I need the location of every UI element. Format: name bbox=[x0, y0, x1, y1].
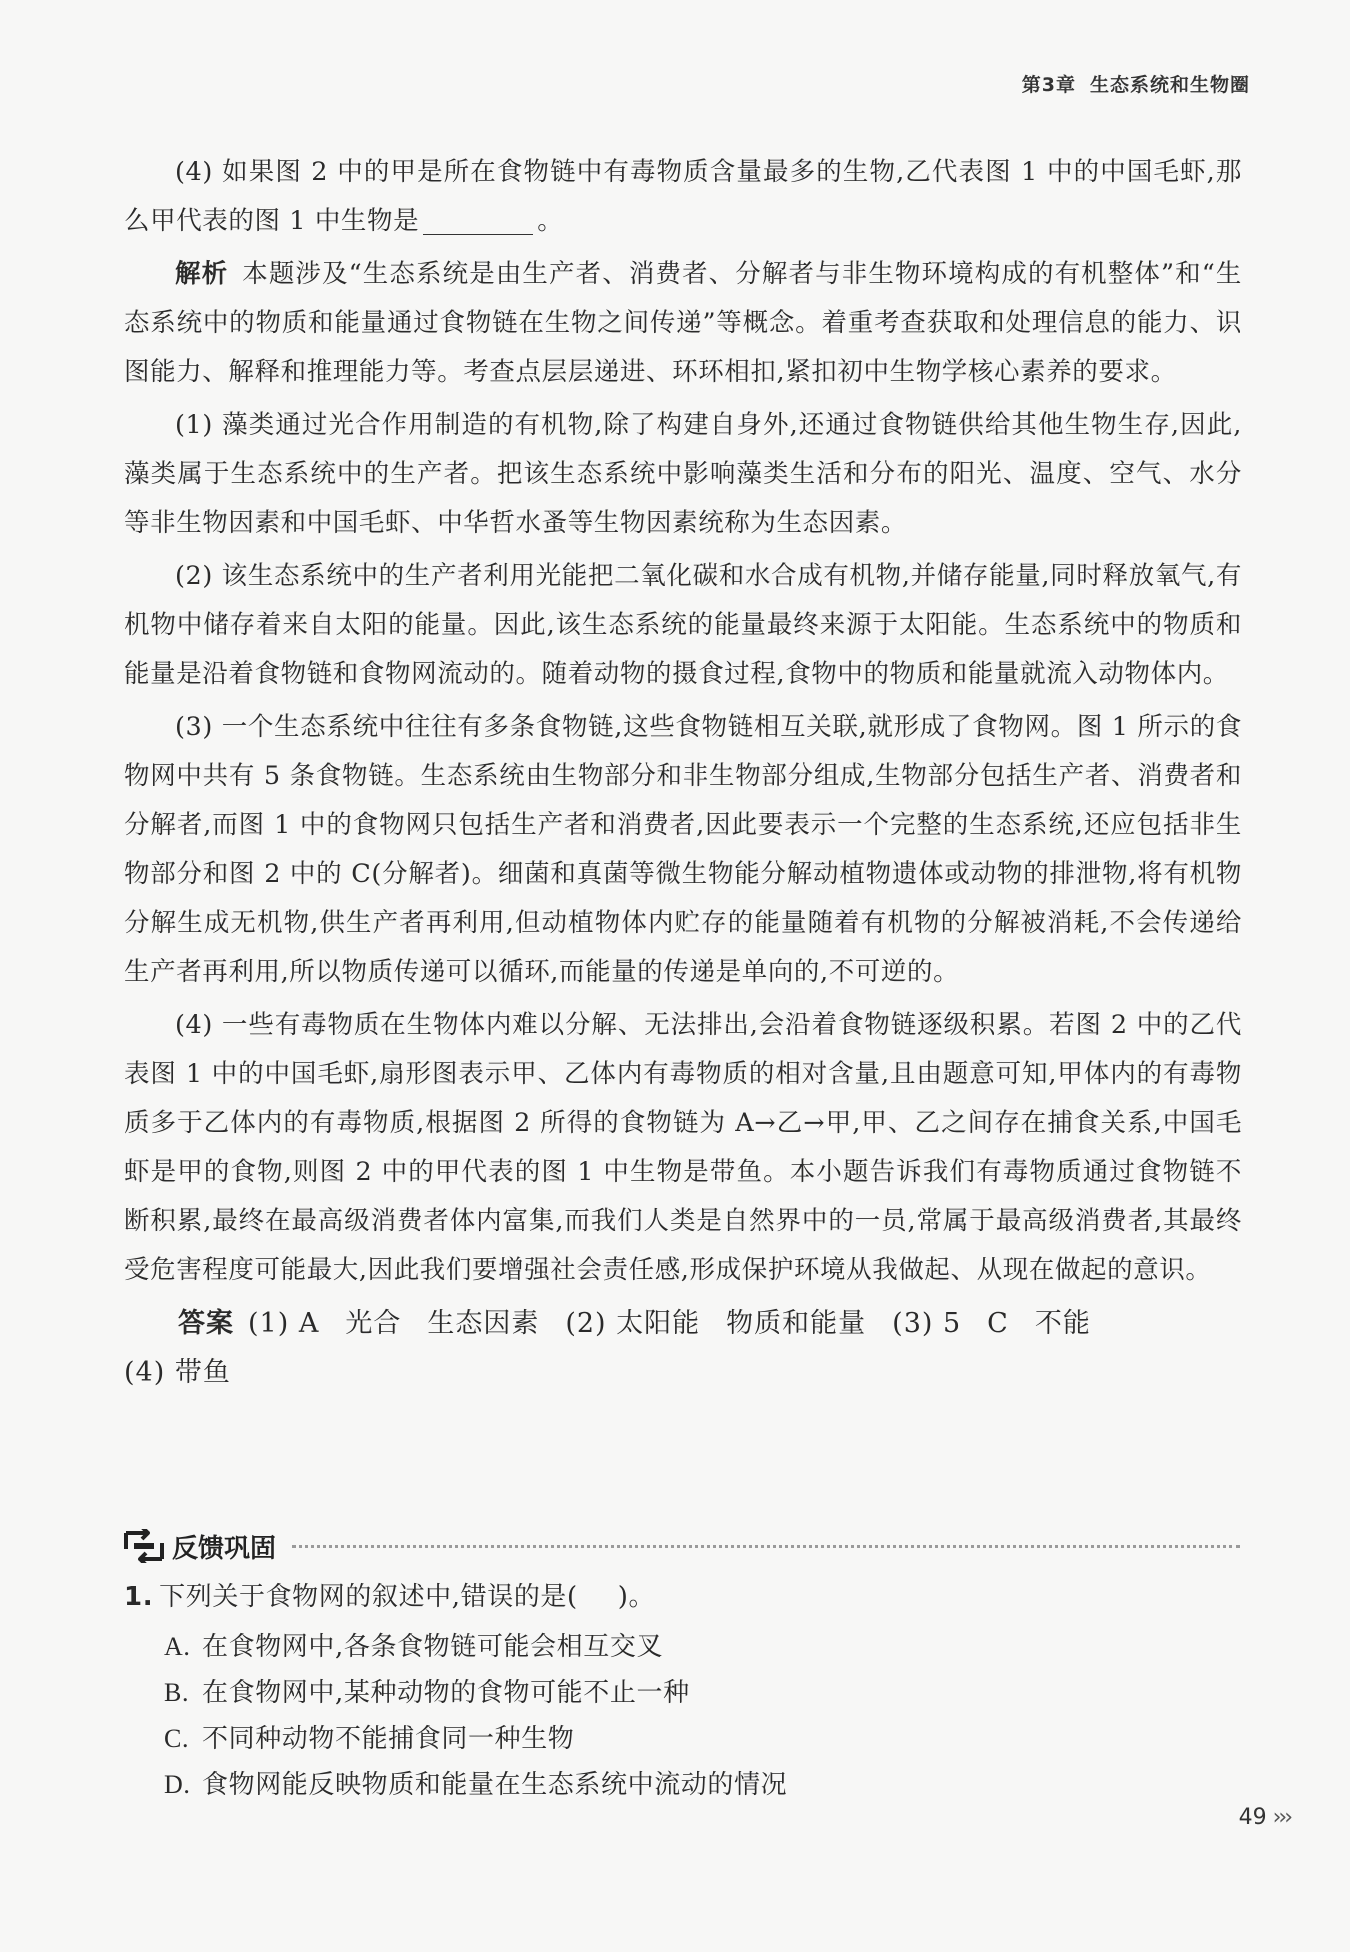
analysis-paragraph-2: (2) 该生态系统中的生产者利用光能把二氧化碳和水合成有机物,并储存能量,同时释放氧气,有机物中储存着来自太阳的能量。因此,该生态系统的能量最终来源于太阳能。生态系统中的物质和能量是沿着食物链和食物网流动的。随着动物的摄食过程,食物中的物质和能量就流入动物体内。 bbox=[124, 561, 1242, 689]
option-letter: A. bbox=[164, 1632, 191, 1661]
option-text: 食物网能反映物质和能量在生态系统中流动的情况 bbox=[202, 1770, 788, 1800]
analysis-intro-text: 本题涉及“生态系统是由生产者、消费者、分解者与非生物环境构成的有机整体”和“生态系统中的物质和能量通过食物链在生物之间传递”等概念。着重考查获取和处理信息的能力、识图能力、解释和推理能力等。考查点层层递进、环环相扣,紧扣初中生物学核心素养的要求。 bbox=[124, 259, 1242, 387]
answer-block bbox=[124, 1299, 1242, 1397]
answer-blank bbox=[423, 206, 533, 235]
answer-item: (1) A bbox=[248, 1308, 320, 1339]
question-4-prompt bbox=[124, 148, 1242, 246]
question-1-text: 下列关于食物网的叙述中,错误的是( bbox=[159, 1582, 578, 1612]
answer-item: 物质和能量 bbox=[726, 1308, 867, 1339]
analysis-label: 解析 bbox=[175, 259, 229, 289]
chapter-header bbox=[1022, 70, 1250, 97]
chapter-title: 生态系统和生物圈 bbox=[1089, 74, 1250, 96]
chapter-number: 第3章 bbox=[1021, 74, 1076, 96]
feedback-icon bbox=[122, 1529, 166, 1563]
option-c[interactable] bbox=[164, 1716, 1224, 1762]
answer-item: 光合 bbox=[345, 1308, 402, 1339]
option-text: 在食物网中,某种动物的食物可能不止一种 bbox=[202, 1678, 690, 1708]
question-1-text-end: )。 bbox=[617, 1582, 656, 1612]
question-1-stem bbox=[124, 1574, 1224, 1620]
analysis-intro bbox=[124, 250, 1242, 397]
main-content bbox=[124, 148, 1242, 1397]
answer-item: C bbox=[987, 1308, 1009, 1339]
answer-last: (4) 带鱼 bbox=[124, 1357, 231, 1388]
answer-line bbox=[124, 1299, 1242, 1348]
analysis-paragraph-4: (4) 一些有毒物质在生物体内难以分解、无法排出,会沿着食物链逐级积累。若图 2 中的乙代表图 1 中的中国毛虾,扇形图表示甲、乙体内有毒物质的相对含量,且由题意可知,甲体内的有毒物质多于乙体内的有毒物质,根据图 2 所得的食物链为 A→乙→甲,甲、乙之间存在捕食关系,中国毛虾是甲的食物,则图 2 中的甲代表的图 1 中生物是带鱼。本小题告诉我们有毒物质通过食物链不断积累,最终在最高级消费者体内富集,而我们人类是自然界中的一员,常属于最高级消费者,其最终受危害程度可能最大,因此我们要增强社会责任感,形成保护环境从我做起、从现在做起的意识。 bbox=[124, 1010, 1242, 1285]
answer-item: (3) 5 bbox=[892, 1308, 962, 1339]
question-4-end: 。 bbox=[537, 206, 564, 236]
section-title: 反馈巩固 bbox=[172, 1533, 277, 1564]
option-text: 不同种动物不能捕食同一种生物 bbox=[202, 1724, 575, 1754]
page-footer bbox=[1239, 1805, 1290, 1830]
option-text: 在食物网中,各条食物链可能会相互交叉 bbox=[202, 1632, 664, 1662]
question-1 bbox=[124, 1574, 1224, 1808]
question-4-text: (4) 如果图 2 中的甲是所在食物链中有毒物质含量最多的生物,乙代表图 1 中的中国毛虾,那么甲代表的图 1 中生物是 bbox=[124, 157, 1242, 236]
analysis-paragraph-3: (3) 一个生态系统中往往有多条食物链,这些食物链相互关联,就形成了食物网。图 1 所示的食物网中共有 5 条食物链。生态系统由生物部分和非生物部分组成,生物部分包括生产者、消费者和分解者,而图 1 中的食物网只包括生产者和消费者,因此要表示一个完整的生态系统,还应包括非生物部分和图 2 中的 C(分解者)。细菌和真菌等微生物能分解动植物遗体或动物的排泄物,将有机物分解生成无机物,供生产者再利用,但动植物体内贮存的能量随着有机物的分解被消耗,不会传递给生产者再利用,所以物质传递可以循环,而能量的传递是单向的,不可逆的。 bbox=[124, 712, 1242, 987]
answer-item: 不能 bbox=[1034, 1308, 1091, 1339]
answer-item: 生态因素 bbox=[427, 1308, 540, 1339]
option-letter: C. bbox=[164, 1724, 190, 1753]
page-number: 49 bbox=[1238, 1805, 1267, 1830]
section-divider bbox=[292, 1545, 1240, 1548]
option-a[interactable] bbox=[164, 1624, 1224, 1670]
chevron-right-icon: ››› bbox=[1272, 1805, 1290, 1830]
option-b[interactable] bbox=[164, 1670, 1224, 1716]
options-list bbox=[164, 1624, 1224, 1808]
question-1-number: 1. bbox=[124, 1582, 154, 1612]
option-letter: B. bbox=[164, 1678, 190, 1707]
answer-label: 答案 bbox=[178, 1308, 234, 1339]
section-header bbox=[122, 1528, 1240, 1564]
option-letter: D. bbox=[164, 1770, 191, 1799]
answer-item: (2) 太阳能 bbox=[565, 1308, 701, 1339]
analysis-paragraph-1: (1) 藻类通过光合作用制造的有机物,除了构建自身外,还通过食物链供给其他生物生存,因此,藻类属于生态系统中的生产者。把该生态系统中影响藻类生活和分布的阳光、温度、空气、水分等非生物因素和中国毛虾、中华哲水蚤等生物因素统称为生态因素。 bbox=[124, 410, 1242, 538]
option-d[interactable] bbox=[164, 1762, 1224, 1808]
